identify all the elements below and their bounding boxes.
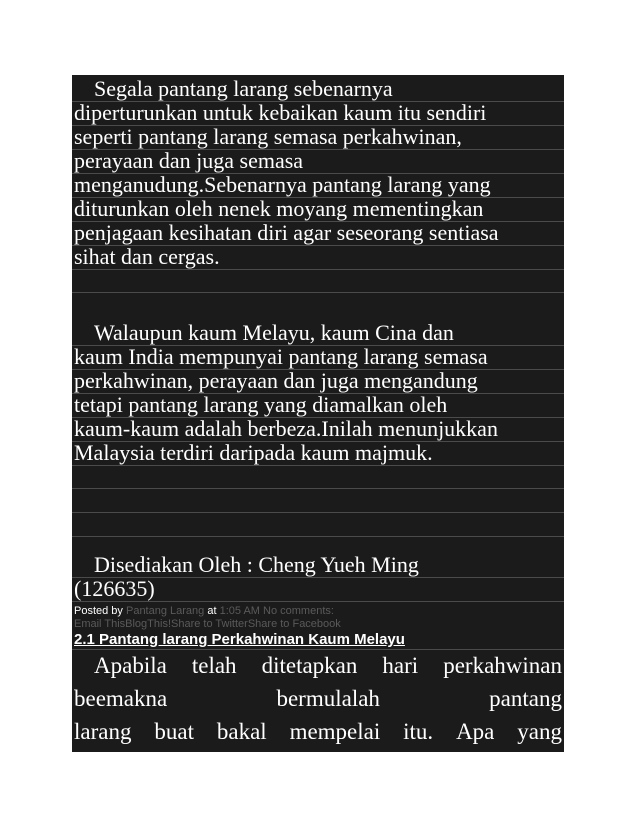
share-links	[72, 618, 564, 630]
post-title[interactable]: 2.1 Pantang larang Perkahwinan Kaum Melayu	[72, 631, 564, 650]
word: Apa	[456, 719, 495, 744]
paragraph2-line: Walaupun kaum Melayu, kaum Cina dan	[72, 321, 564, 346]
word: larang	[74, 719, 132, 744]
share-links-text[interactable]: Email ThisBlogThis!Share to TwitterShare to Facebook	[74, 618, 341, 630]
word: perkahwinan	[443, 653, 562, 678]
post2-line-2	[72, 684, 564, 714]
post-meta	[72, 605, 564, 617]
comments-link[interactable]: No comments:	[263, 605, 334, 617]
word: yang	[517, 719, 562, 744]
paragraph1-line: diperturunkan untuk kebaikan kaum itu sendiri	[72, 101, 564, 126]
word: pantang	[489, 686, 562, 711]
paragraph2-line: kaum India mempunyai pantang larang semasa	[72, 345, 564, 370]
paragraph2-line: perkahwinan, perayaan dan juga mengandung	[72, 369, 564, 394]
word: telah	[191, 653, 237, 678]
paragraph-gap	[72, 513, 564, 537]
paragraph1-line: menganudung.Sebenarnya pantang larang yang	[72, 173, 564, 198]
author-id: (126635)	[72, 577, 564, 602]
paragraph1-line: seperti pantang larang semasa perkahwinan,	[72, 125, 564, 150]
time-link[interactable]: 1:05 AM	[219, 605, 260, 617]
paragraph-gap	[72, 465, 564, 489]
at-label: at	[207, 605, 217, 617]
paragraph1-line: Segala pantang larang sebenarnya	[72, 77, 564, 102]
author-link[interactable]: Pantang Larang	[125, 605, 205, 617]
word: ditetapkan	[261, 653, 358, 678]
word: hari	[382, 653, 419, 678]
paragraph-gap	[72, 269, 564, 293]
posted-by-label: Posted by	[74, 605, 123, 617]
paragraph-gap	[72, 489, 564, 513]
document-page	[72, 75, 564, 752]
paragraph2-line: kaum-kaum adalah berbeza.Inilah menunjukkan	[72, 417, 564, 442]
word: mempelai	[289, 719, 381, 744]
paragraph1-line: diturunkan oleh nenek moyang mementingkan	[72, 197, 564, 222]
author-line: Disediakan Oleh : Cheng Yueh Ming	[72, 553, 564, 578]
post2-line-1	[72, 651, 564, 681]
paragraph2-line: Malaysia terdiri daripada kaum majmuk.	[72, 441, 564, 466]
word: buat	[154, 719, 194, 744]
paragraph1-line: sihat dan cergas.	[72, 245, 564, 270]
word: bakal	[216, 719, 267, 744]
word: bermulalah	[276, 686, 380, 711]
post2-line-3	[72, 717, 564, 747]
paragraph2-line: tetapi pantang larang yang diamalkan oleh	[72, 393, 564, 418]
word: beemakna	[74, 686, 168, 711]
word: Apabila	[94, 653, 167, 678]
paragraph1-line: perayaan dan juga semasa	[72, 149, 564, 174]
word: itu.	[403, 719, 434, 744]
paragraph1-line: penjagaan kesihatan diri agar seseorang sentiasa	[72, 221, 564, 246]
